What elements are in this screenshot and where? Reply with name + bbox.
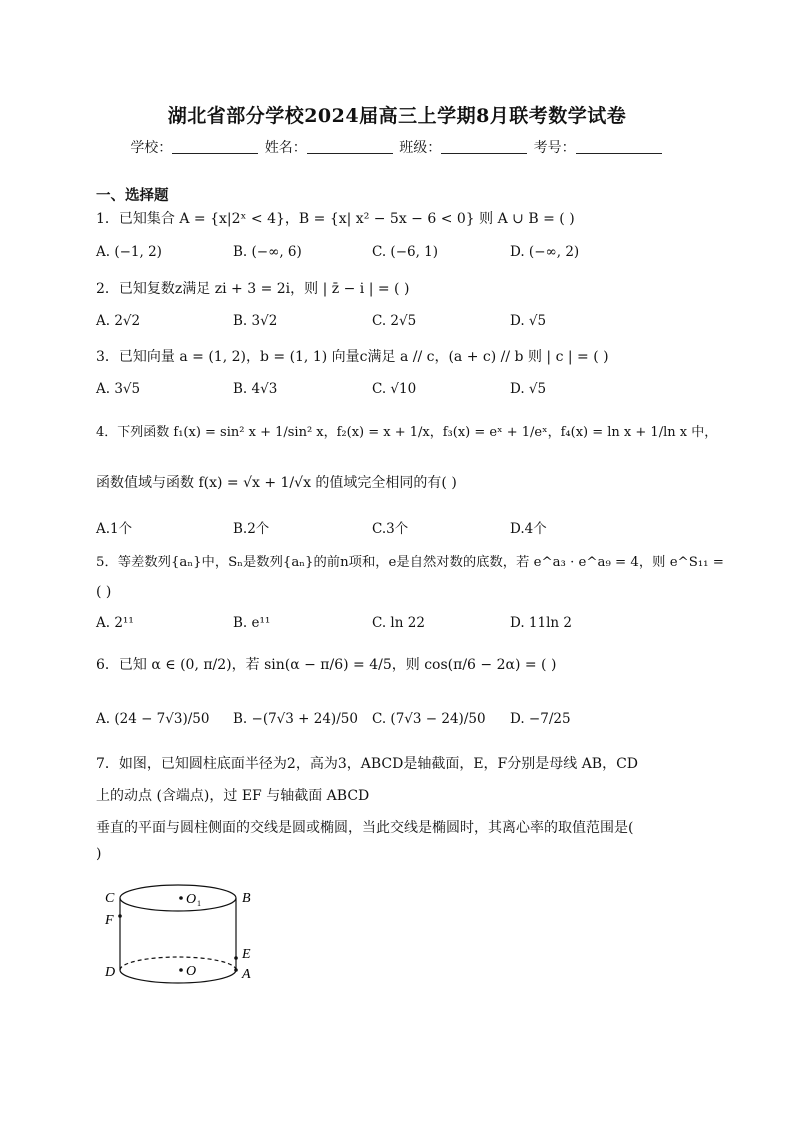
q5-option-c[interactable]: C. ln 22 — [372, 615, 425, 631]
top-ellipse — [120, 885, 236, 911]
question-7-line3: 垂直的平面与圆柱侧面的交线是圆或椭圆，当此交线是椭圆时，其离心率的取值范围是( — [96, 820, 634, 836]
label-a: A — [242, 967, 251, 982]
page-title: 湖北省部分学校2024届高三上学期8月联考数学试卷 — [167, 105, 627, 127]
label-o: O — [186, 964, 197, 979]
number-blank[interactable] — [576, 140, 662, 154]
q5-option-b[interactable]: B. e¹¹ — [233, 615, 271, 631]
q4-option-c[interactable]: C.3个 — [372, 521, 409, 537]
name-blank[interactable] — [307, 140, 393, 154]
q2-option-d[interactable]: D. √5 — [510, 313, 547, 329]
school-blank[interactable] — [172, 140, 258, 154]
class-blank[interactable] — [441, 140, 527, 154]
question-4-line2: 函数值域与函数 f(x) = √x + 1/√x 的值域完全相同的有( ) — [96, 475, 457, 491]
label-o1: O — [186, 892, 197, 907]
question-7-line2: 上的动点 (含端点)，过 EF 与轴截面 ABCD — [96, 788, 370, 804]
student-info-line — [0, 137, 794, 157]
q5-option-a[interactable]: A. 2¹¹ — [96, 615, 134, 631]
bottom-ellipse-back — [120, 957, 236, 970]
q3-option-d[interactable]: D. √5 — [510, 381, 547, 397]
label-c: C — [105, 891, 115, 906]
q2-option-c[interactable]: C. 2√5 — [372, 313, 417, 329]
q2-option-a[interactable]: A. 2√2 — [96, 313, 141, 329]
question-6: 6．已知 α ∈ (0, π/2)，若 sin(α − π/6) = 4/5，则 cos(π/6 − 2α) = ( ) — [96, 657, 557, 673]
label-o1-subscript: 1 — [197, 899, 201, 908]
label-e: E — [242, 947, 251, 962]
class-label: 班级： — [399, 140, 442, 156]
q4-option-d[interactable]: D.4个 — [510, 521, 547, 537]
section-heading: 一、选择题 — [96, 188, 169, 204]
q1-option-c[interactable]: C. (−6, 1) — [372, 244, 439, 260]
question-1: 1．已知集合 A = {x|2ˣ < 4}，B = {x| x² − 5x − 6 < 0} 则 A ∪ B = ( ) — [96, 211, 575, 227]
q2-option-b[interactable]: B. 3√2 — [233, 313, 278, 329]
cylinder-figure — [96, 878, 266, 988]
bottom-ellipse-front — [120, 970, 236, 983]
q6-option-d[interactable]: D. −7/25 — [510, 711, 571, 727]
label-b: B — [242, 891, 251, 906]
q4-option-a[interactable]: A.1个 — [96, 521, 133, 537]
point-a — [234, 968, 238, 972]
q1-option-d[interactable]: D. (−∞, 2) — [510, 244, 580, 260]
question-7-line4: ) — [96, 846, 102, 862]
question-2: 2．已知复数z满足 zi + 3 = 2i，则 | z̄ − i | = ( ) — [96, 281, 410, 297]
point-f — [118, 914, 122, 918]
q1-option-b[interactable]: B. (−∞, 6) — [233, 244, 302, 260]
question-3: 3．已知向量 a = (1, 2)，b = (1, 1) 向量c满足 a // c，(a + c) // b 则 | c | = ( ) — [96, 349, 609, 365]
question-5: 5．等差数列{aₙ}中，Sₙ是数列{aₙ}的前n项和，e是自然对数的底数，若 e^a₃ · e^a₉ = 4，则 e^S₁₁ = — [96, 555, 724, 570]
question-4: 4．下列函数 f₁(x) = sin² x + 1/sin² x，f₂(x) = x + 1/x，f₃(x) = eˣ + 1/eˣ，f₄(x) = ln x + 1/ln x 中， — [96, 425, 718, 440]
school-label: 学校： — [130, 140, 173, 156]
q6-option-b[interactable]: B. −(7√3 + 24)/50 — [233, 711, 358, 727]
number-label: 考号： — [533, 140, 576, 156]
q4-option-b[interactable]: B.2个 — [233, 521, 270, 537]
question-5-line2: ( ) — [96, 584, 112, 600]
label-d: D — [105, 965, 116, 980]
q6-option-c[interactable]: C. (7√3 − 24)/50 — [372, 711, 486, 727]
center-o1 — [179, 896, 183, 900]
q5-option-d[interactable]: D. 11ln 2 — [510, 615, 572, 631]
label-f: F — [105, 913, 114, 928]
question-7-line1: 7．如图，已知圆柱底面半径为2，高为3，ABCD是轴截面，E，F分别是母线 AB，CD — [96, 756, 639, 772]
q6-option-a[interactable]: A. (24 − 7√3)/50 — [96, 711, 210, 727]
center-o — [179, 968, 183, 972]
q1-option-a[interactable]: A. (−1, 2) — [96, 244, 162, 260]
q3-option-a[interactable]: A. 3√5 — [96, 381, 141, 397]
name-label: 姓名： — [264, 140, 307, 156]
q3-option-c[interactable]: C. √10 — [372, 381, 417, 397]
point-e — [234, 956, 238, 960]
q3-option-b[interactable]: B. 4√3 — [233, 381, 278, 397]
